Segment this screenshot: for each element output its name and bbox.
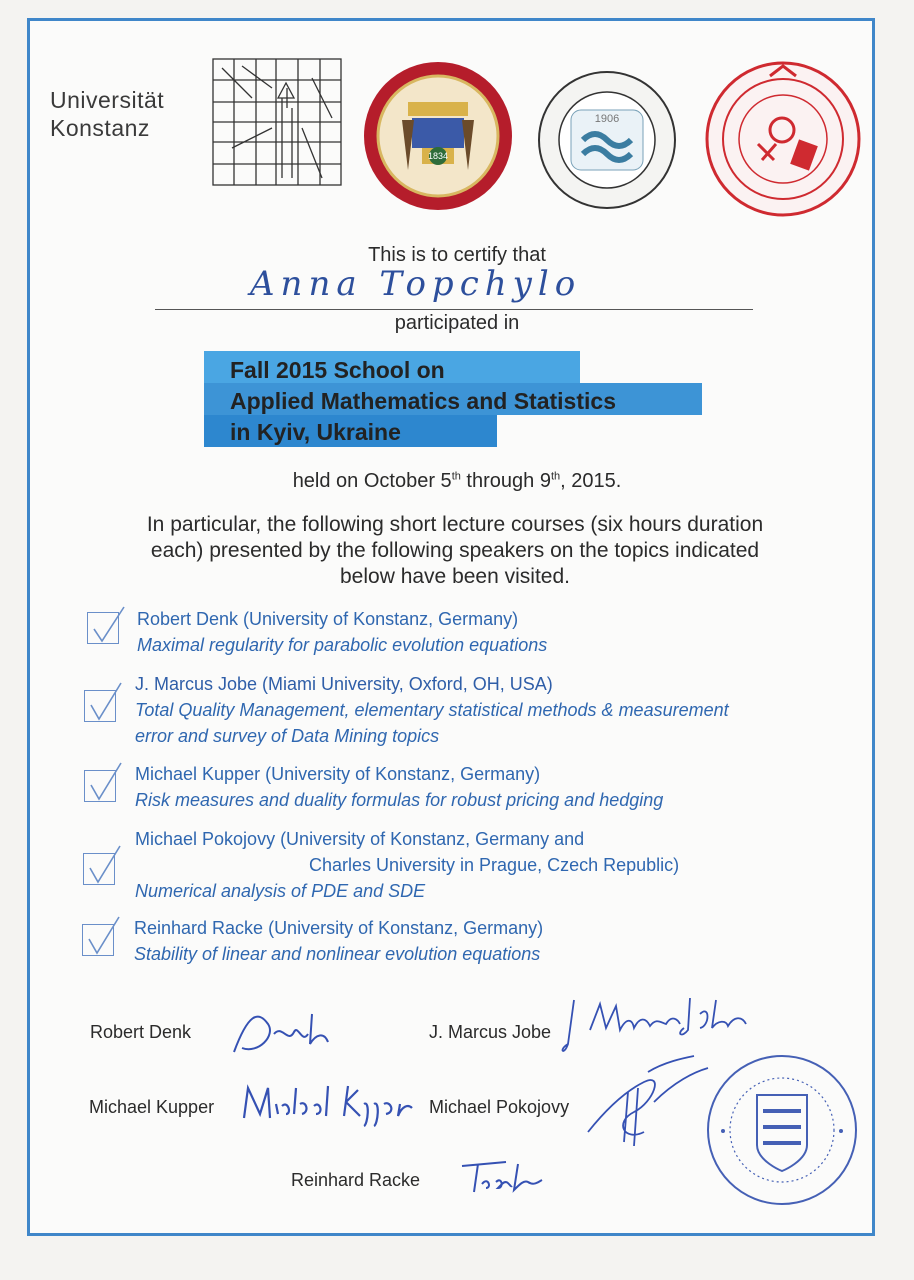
course-jobe — [135, 671, 729, 749]
checkmark-icon — [83, 759, 123, 803]
signature-label-jobe: J. Marcus Jobe — [429, 1022, 552, 1042]
checkmark-icon — [83, 679, 123, 723]
certify-line: This is to certify that — [368, 244, 546, 266]
checkmark-icon — [86, 601, 126, 645]
course-checkbox-racke — [82, 924, 114, 956]
intro-line2: each) presented by the following speakers on the topics indicated — [150, 539, 760, 562]
university-name-line1: Universität — [50, 87, 165, 113]
name-underline — [155, 309, 753, 310]
topic-denk: Maximal regularity for parabolic evolution equations — [137, 635, 548, 655]
speaker-jobe: J. Marcus Jobe (Miami University, Oxford, OH, USA) — [135, 674, 553, 694]
konstanz-university-stamp-icon — [705, 1053, 859, 1207]
svg-text:1834: 1834 — [427, 151, 449, 161]
school-title — [230, 355, 616, 448]
signature-pokojovy — [584, 1052, 714, 1152]
held-dates: held on October 5th through 9th, 2015. — [292, 470, 622, 492]
signature-label-kupper: Michael Kupper — [89, 1097, 215, 1117]
kyiv-university-seal-icon — [362, 60, 514, 212]
topic-jobe-line1: Total Quality Management, elementary statistical methods & measurement — [135, 700, 729, 720]
signature-kupper — [240, 1080, 418, 1128]
speaker-kupper: Michael Kupper (University of Konstanz, Germany) — [135, 764, 541, 784]
signature-racke — [458, 1156, 558, 1198]
topic-racke: Stability of linear and nonlinear evolution equations — [134, 944, 541, 964]
speaker-racke: Reinhard Racke (University of Konstanz, Germany) — [134, 918, 544, 938]
course-checkbox-pokojovy — [83, 853, 115, 885]
topic-pokojovy: Numerical analysis of PDE and SDE — [135, 881, 426, 901]
course-checkbox-denk — [87, 612, 119, 644]
signature-label-denk: Robert Denk — [90, 1022, 192, 1042]
school-title-line3: in Kyiv, Ukraine — [230, 419, 401, 445]
school-title-line1: Fall 2015 School on — [230, 357, 445, 383]
signature-label-pokojovy: Michael Pokojovy — [429, 1097, 570, 1117]
course-denk — [137, 606, 547, 658]
university-name-line2: Konstanz — [50, 115, 150, 141]
konstanz-grid-logo-icon — [212, 58, 342, 186]
intro-line3: below have been visited. — [340, 565, 570, 588]
signature-label-racke: Reinhard Racke — [291, 1170, 421, 1190]
checkmark-icon — [82, 842, 122, 886]
recipient-name: Anna Topchylo — [250, 264, 582, 304]
intro-line1: In particular, the following short lecture courses (six hours duration — [146, 513, 764, 536]
svg-text:1906: 1906 — [594, 113, 620, 125]
university-konstanz-logo-text — [50, 86, 164, 142]
speaker-pokojovy-line2: Charles University in Prague, Czech Republic) — [309, 855, 680, 875]
miami-university-seal-icon — [704, 60, 862, 218]
topic-kupper: Risk measures and duality formulas for robust pricing and hedging — [135, 790, 664, 810]
course-checkbox-jobe — [84, 690, 116, 722]
signature-denk — [228, 1004, 348, 1060]
speaker-denk: Robert Denk (University of Konstanz, Germany) — [137, 609, 519, 629]
participated-line: participated in — [394, 312, 520, 334]
course-pokojovy — [135, 826, 679, 904]
course-checkbox-kupper — [84, 770, 116, 802]
school-title-line2: Applied Mathematics and Statistics — [230, 388, 616, 414]
checkmark-icon — [81, 913, 121, 957]
speaker-pokojovy-line1: Michael Pokojovy (University of Konstanz, Germany and — [135, 829, 585, 849]
course-kupper — [135, 761, 663, 813]
kyiv-economic-university-seal-icon — [537, 70, 677, 210]
topic-jobe-line2: error and survey of Data Mining topics — [135, 726, 440, 746]
course-racke — [134, 915, 543, 967]
intro-paragraph — [95, 512, 815, 590]
